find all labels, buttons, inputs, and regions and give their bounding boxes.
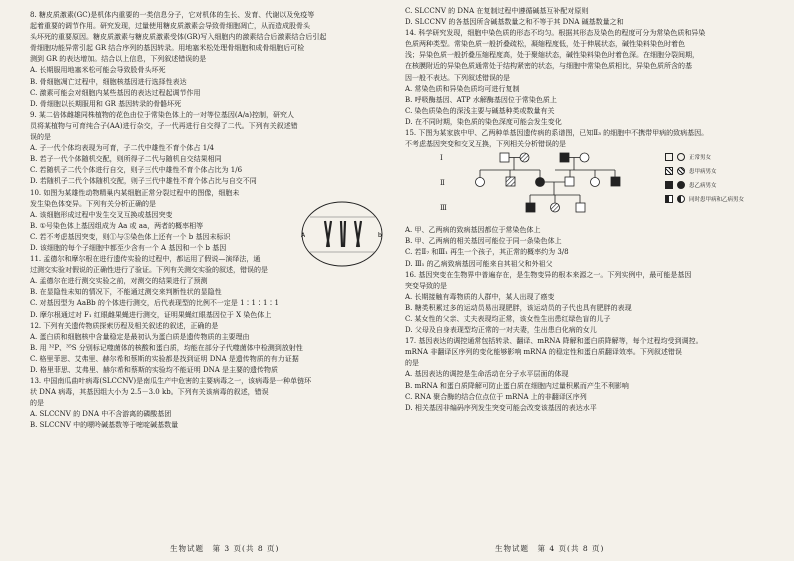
text-line: 测到 GR 的表达增加。结合以上信息，下列叙述错误的是 [30,55,207,64]
text-line: A. 蛋白质和细胞核中含量稳定是最初认为蛋白质是遗传物质的主要理由 [30,332,250,341]
text-line: 突变导致的是 [405,281,447,290]
legend-disease-b [665,178,785,192]
text-line: 17. 基因表达的调控通常包括转录、翻译、mRNA 降解和蛋白质降解等，每个过程均受到调控。 [405,337,703,346]
legend-label: 患乙病男女 [689,183,717,190]
pedigree-legend [665,150,785,222]
text-line: 14. 科学研究发现，细胞中染色质的形态不均匀。根据其形态及染色的程度可分为常染色质和异染 [405,29,706,38]
text-line: C. 染色质染色的深浅主要与碱基种类或数量有关 [405,106,555,115]
svg-text:A: A [301,231,306,239]
meiosis-cell-figure [295,197,390,272]
normal-female-icon [677,153,685,161]
text-line: A. 长期服用地塞米松可能会导致股骨头坏死 [30,66,166,75]
text-line: C. 若不考虑基因突变，则①与⑤染色体上还有一个 b 基因未标识 [30,232,231,241]
text-line: C. SLCCNV 的 DNA 在复制过程中遵循碱基互补配对原则 [405,7,589,15]
text-line: B. 呼吸酶基因、ATP 水解酶基因位于常染色质上 [405,95,557,104]
normal-male-icon [665,153,673,161]
text-line: A. 长期接触有毒物质的人群中，某人出现了癌变 [405,292,555,301]
text-line: 员将某植物与可育纯合子(AA)进行杂交，子一代再进行自交得了二代。下列有关叙述错 [30,121,298,130]
text-line: 在核膜附近的异染色质通常处于结构紧密的状态，与细胞中常染色质相比，异染色质所含的基 [405,62,692,71]
right-text-block-bottom [405,225,774,414]
generation-label-1: Ⅰ [440,154,443,163]
text-line: A. 该细胞形成过程中发生交叉互换或基因突变 [30,210,173,219]
text-line: D. 骨细胞以长期服用和 GR 基因转录的骨骼坏死 [30,99,182,108]
text-line: A. 子一代个体均表现为可育，子二代中雄性不育个体占 1/4 [30,144,214,153]
text-line: A. 孟德尔在进行测交实验之前，对测交的结果进行了预测 [30,277,208,286]
legend-label: 患甲病男女 [689,169,717,176]
text-line: 13. 中国南瓜曲叶病毒(SLCCNV)是南瓜生产中危害的主要病毒之一，该病毒是一种单链环 [30,377,312,386]
text-line: 11. 孟德尔和摩尔根在进行遗传实验的过程中，都运用了假说—演绎法，通 [30,255,261,264]
text-line: D. SLCCNV 的各基因所含碱基数量之和不等于其 DNA 碱基数量之和 [405,18,624,27]
text-line: 色质两种类型。常染色质一般折叠疏松，凝缩程度低，处于伸展状态，碱性染料染色时着色 [405,40,685,49]
text-line: A. 基因表达的调控是生命活动在分子水平层面的体现 [405,370,569,379]
text-line: D. 若随机子二代个体随机交配，则子三代中雄性不育个体占比与自交不同 [30,177,257,186]
text-line: A. SLCCNV 的 DNA 中不含游离的磷酸基团 [30,410,172,419]
text-line: 发生染色体变异。下列有关分析正确的是 [30,199,156,208]
text-line: B. 若子一代个体随机交配，则所得子二代与随机自交结果相同 [30,155,222,164]
pedigree-chart [440,150,680,220]
legend-disease-a [665,164,785,178]
legend-both [665,192,785,206]
text-line: 10. 如图为某雄性动物精巢内某细胞正常分裂过程中的图像，细胞未 [30,188,240,197]
text-line: B. 骨细胞凋亡过程中，细胞核基因进行选择性表达 [30,77,187,86]
text-line: C. 若随机子二代个体进行自交，则子三代中雄性不育个体占比为 1/6 [30,166,243,175]
text-line: 头坏死的重要原因。糖皮质激素与糖皮质激素受体(GR)写入细胞内的激素结合后激素结合后引起 [30,33,327,42]
text-line: B. 甲、乙两病的相关基因可能位于同一条染色体上 [405,237,562,246]
text-line: B. mRNA 和蛋白质降解可防止蛋白质在细胞内过量积累而产生不利影响 [405,381,629,390]
text-line: 12. 下列有关遗传物质探索历程及相关叙述的叙述，正确的是 [30,321,219,330]
text-line: D. 摩尔根通过对 F₁ 红眼雌果蝇进行测交，证明果蝇红眼基因位于 X 染色体上 [30,310,272,319]
page-footer-right: 生物试题 第 4 页(共 8 页) [495,544,605,553]
legend-normal [665,150,785,164]
generation-label-3: Ⅲ [440,204,447,213]
both-female-icon [677,195,685,203]
generation-label-2: Ⅱ [440,179,445,188]
text-line: 误的是 [30,133,51,142]
text-line: mRNA 非翻译区序列的变化能够影响 mRNA 的稳定性和蛋白质翻译效率。下列叙述错误 [405,348,682,357]
text-line: B. 在显隐性未知的情况下，不能通过测交来判断性状的显隐性 [30,288,222,297]
disease-a-female-icon [677,167,685,175]
page-footer-left: 生物试题 第 3 页(共 8 页) [170,544,280,553]
both-male-icon [665,195,673,203]
text-line: 骨细胞功能异常引起 GR 结合序列的基因转录。用地塞米松处理骨细胞和成骨细胞后可检 [30,44,305,53]
text-line: C. 格里菲思、艾弗里、赫尔希和蔡斯的实验都是找到证明 DNA 是遗传物质的有力证据 [30,354,299,363]
legend-label: 正常男女 [689,155,712,162]
text-line: 因一般不表达。下列叙述错误的是 [405,73,510,82]
text-line: D. 相关基因非编码序列发生突变可能会改变该基因的表达水平 [405,403,597,412]
disease-b-female-icon [677,181,685,189]
text-line: 的是 [405,359,419,368]
text-line: D. 该细胞的每个子细胞中都至少含有一个 A 基因和一个 b 基因 [30,243,227,252]
text-line: C. RNA 聚合酶的结合位点位于 mRNA 上的非翻译区序列 [405,392,587,401]
text-line: 过测交实验对假说的正确性进行了验证。下列有关测交实验的叙述，错误的是 [30,266,268,275]
text-line: B. SLCCNV 中的嘌呤碱基数等于嘧啶碱基数量 [30,421,179,430]
text-line: A. 常染色质和异染色质均可进行复制 [405,84,520,93]
right-text-block-top [405,6,774,150]
legend-label: 同时患甲病和乙病男女 [689,197,745,204]
text-line: 8. 糖皮质激素(GC)是机体内重要的一类信息分子，它对机体的生长、发育、代谢以及免疫等 [30,11,315,19]
text-line: 起着重要的调节作用。研究发现，过量使用糖皮质激素会导致骨细胞凋亡，从而造成股骨头 [30,22,310,31]
text-line: D. 格里菲思、艾弗里、赫尔希和蔡斯的实验均不能证明 DNA 是主要的遗传物质 [30,366,279,374]
text-line: B. ①号染色体上基因组成为 Aa 或 aa，两者的概率相等 [30,221,204,230]
text-line: D. 在不同时期，染色质的染色深度可能会发生变化 [405,117,562,126]
disease-a-male-icon [665,167,673,175]
svg-text:b: b [378,231,382,239]
text-line: C. 激素可能会对细胞内某些基因的表达过程起调节作用 [30,88,201,97]
text-line: 的是 [30,399,44,408]
right-page [397,0,794,561]
text-line: A. 甲、乙两病的致病基因都位于常染色体上 [405,226,541,235]
pedigree-figure-row [405,150,774,225]
text-line: C. 某女性的父亲、丈夫表现均正常，该女性生出患红绿色盲的儿子 [405,314,611,323]
text-line: D. 父母及自身表现型均正常的一对夫妻，生出患白化病的女儿 [405,326,597,335]
text-line: C. 对基因型为 AaBb 的个体进行测交，后代表现型的比例不一定是 1∶1∶1∶1 [30,299,279,308]
text-line: C. 若Ⅱ₇ 和Ⅲ₁ 再生一个孩子，其正常的概率约为 3/8 [405,248,569,257]
text-line: B. 糖类积累过多的运动员易出现肥胖，该运动员的子代也具有肥胖的表现 [405,303,632,312]
text-line: 浅；异染色质一般折叠压缩程度高，处于聚缩状态，碱性染料染色时着色深。在细胞分裂间期， [405,51,699,60]
text-line: 15. 下图为某家族中甲、乙两种单基因遗传病的系谱图，已知Ⅱ₃ 的细胞中不携带甲病的致病基因。 [405,129,709,138]
text-line: 9. 某二倍体雌雄同株植物的花色由位于常染色体上的一对等位基因(A/a)控制，研究人 [30,110,294,119]
text-line: 不考虑基因突变和交叉互换，下列相关分析错误的是 [405,140,566,149]
text-line: 状 DNA 病毒，其基因组大小为 2.5－3.0 kb。下列有关该病毒的叙述，错误 [30,388,269,397]
text-line: 16. 基因突变在生物界中普遍存在，是生物变异的根本来源之一。下列实例中，最可能是基因 [405,270,692,279]
disease-b-male-icon [665,181,673,189]
text-line: B. 用 ³²P、³⁵S 分别标记噬菌体的核酸和蛋白质，均能在部分子代噬菌体中检测到放射性 [30,343,303,352]
text-line: D. Ⅲ₁ 的乙病致病基因可能来自其祖父和外祖父 [405,259,553,268]
